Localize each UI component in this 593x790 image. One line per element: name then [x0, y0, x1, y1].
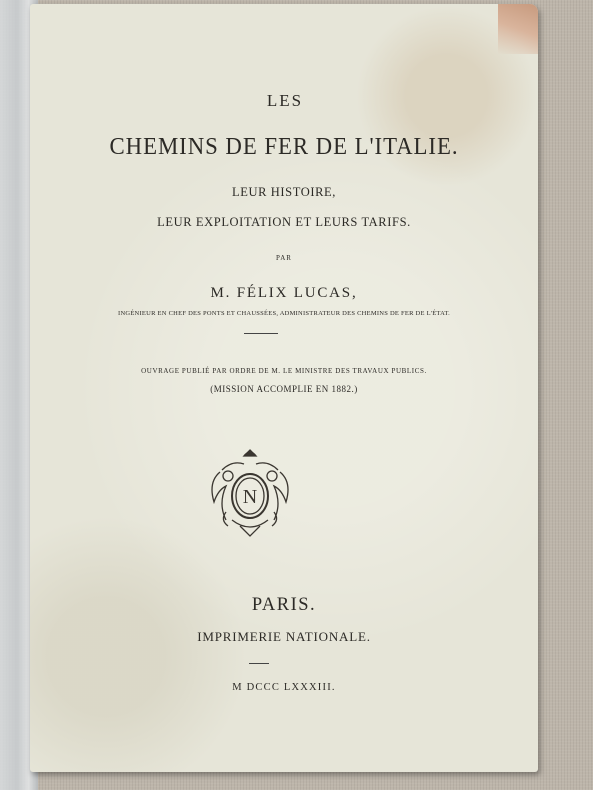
publication-year: M DCCC LXXXIII.: [232, 682, 336, 693]
heading-small: LES: [266, 91, 304, 110]
emblem-letter: N: [242, 486, 258, 508]
printer-name: IMPRIMERIE NATIONALE.: [197, 629, 371, 644]
city: PARIS.: [251, 595, 317, 615]
publication-note: OUVRAGE PUBLIÉ PAR ORDRE DE M. LE MINISTRE DES TRAVAUX PUBLICS.: [141, 367, 427, 375]
book-cover: [30, 4, 538, 772]
subtitle-line-1: LEUR HISTOIRE,: [232, 185, 336, 199]
rule-bottom: [249, 663, 269, 664]
rule-top: [244, 333, 278, 334]
mission-note: (MISSION ACCOMPLIE EN 1882.): [210, 384, 358, 394]
worn-corner: [498, 4, 538, 54]
author-title: INGÉNIEUR EN CHEF DES PONTS ET CHAUSSÉES, ADMINISTRATEUR DES CHEMINS DE FER DE L'ÉTAT.: [118, 310, 450, 317]
by-label: PAR: [276, 254, 292, 262]
imperial-coat-of-arms-icon: [200, 442, 300, 542]
subtitle-line-2: LEUR EXPLOITATION ET LEURS TARIFS.: [157, 215, 411, 229]
main-title: CHEMINS DE FER DE L'ITALIE.: [109, 134, 459, 160]
author-name: M. FÉLIX LUCAS,: [210, 285, 358, 301]
